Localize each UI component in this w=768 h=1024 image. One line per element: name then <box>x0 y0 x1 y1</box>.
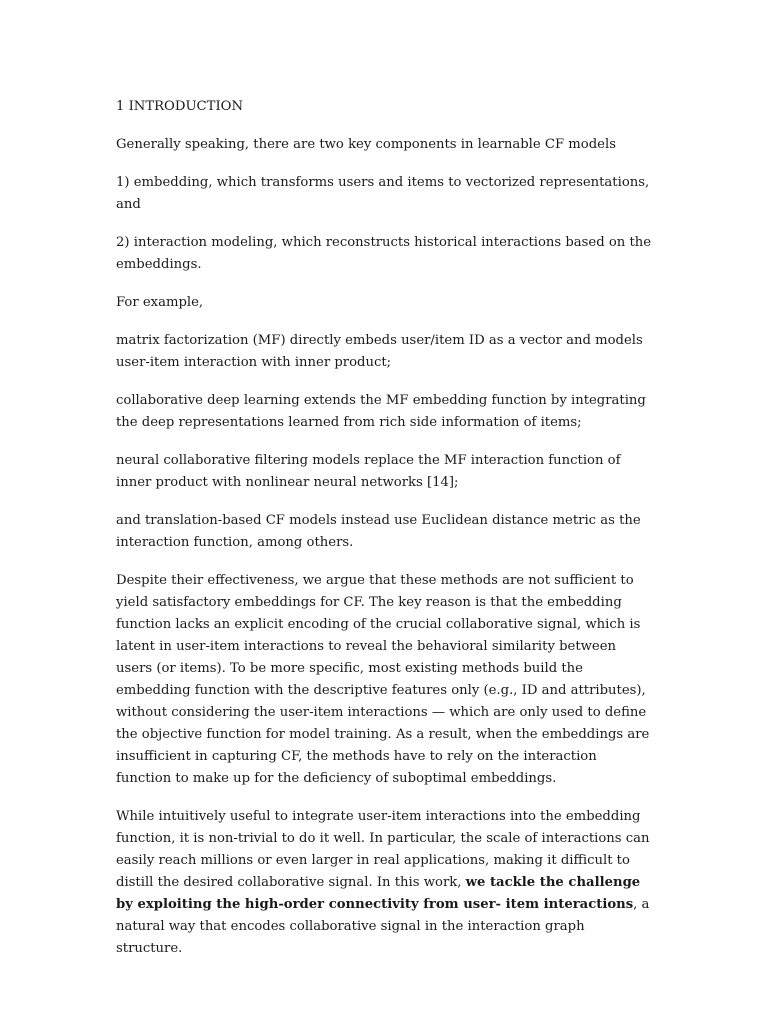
section-heading: 1 INTRODUCTION <box>116 99 244 114</box>
paragraph-while-text-start: While intuitively useful to integrate user-item interactions into the embedding function, it is non-trivial to do it well. In particular, the scale of interactions can easily reach millions or even larger in real applications, making it difficult to distill the desired collaborative signal. In this work, <box>116 809 650 890</box>
paragraph-while-intuitively <box>116 806 654 960</box>
paragraph-despite: Despite their effectiveness, we argue that these methods are not sufficient to yield satisfactory embeddings for CF. The key reason is that the embedding function lacks an explicit encoding of the crucial collaborative signal, which is latent in user-item interactions to reveal the behavioral similarity between users (or items). To be more specific, most existing methods build the embedding function with the descriptive features only (e.g., ID and attributes), without considering the user-item interactions — which are only used to define the objective function for model training. As a result, when the embeddings are insufficient in capturing CF, the methods have to rely on the interaction function to make up for the deficiency of suboptimal embeddings. <box>116 573 650 786</box>
document-body <box>116 96 654 976</box>
paragraph-embedding: 1) embedding, which transforms users and items to vectorized representations, and <box>116 175 650 212</box>
paragraph-for-example: For example, <box>116 295 204 310</box>
paragraph-interaction-modeling: 2) interaction modeling, which reconstructs historical interactions based on the embeddings. <box>116 235 652 272</box>
paragraph-while-text-end: , a natural way that encodes collaborative signal in the interaction graph structure. <box>116 897 650 956</box>
paragraph-translation-cf: and translation-based CF models instead use Euclidean distance metric as the interaction function, among others. <box>116 513 641 550</box>
paragraph-while-bold-text: we tackle the challenge by exploiting the high-order connectivity from user- item interactions <box>116 875 641 912</box>
paragraph-matrix-factorization: matrix factorization (MF) directly embeds user/item ID as a vector and models user-item interaction with inner product; <box>116 333 643 370</box>
paragraph-neural-cf: neural collaborative filtering models replace the MF interaction function of inner product with nonlinear neural networks [14]; <box>116 453 621 490</box>
paragraph-collaborative-deep-learning: collaborative deep learning extends the MF embedding function by integrating the deep representations learned from rich side information of items; <box>116 393 646 430</box>
paragraph-intro: Generally speaking, there are two key components in learnable CF models <box>116 137 616 152</box>
